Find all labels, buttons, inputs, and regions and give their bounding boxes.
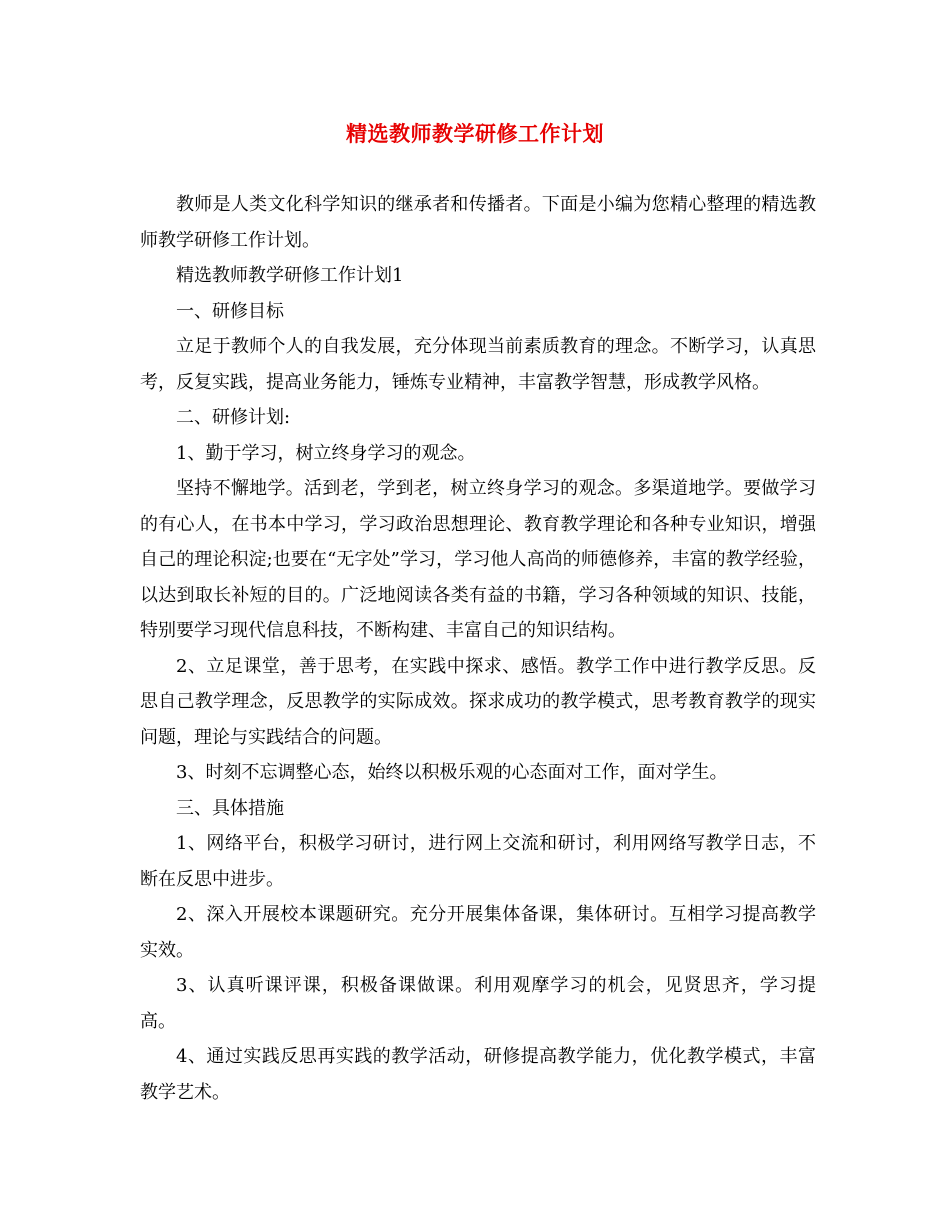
paragraph-plan-heading: 精选教师教学研修工作计划1 [176, 265, 404, 286]
paragraph-measure-4: 4、通过实践反思再实践的教学活动，研修提高教学能力，优化教学模式，丰富教学艺术。 [140, 1046, 816, 1103]
paragraph-measure-2: 2、深入开展校本课题研究。充分开展集体备课，集体研讨。互相学习提高教学实效。 [140, 904, 816, 961]
document-title: 精选教师教学研修工作计划 [346, 121, 604, 146]
paragraph-section-goals: 一、研修目标 [176, 300, 284, 322]
paragraph-plan-item-1-text: 坚持不懈地学。活到老，学到老，树立终身学习的观念。多渠道地学。要做学习的有心人，在书本中学习，学习政治思想理论、教育教学理论和各种专业知识，增强自己的理论积淀;也要在“无字处”学习，学习他人高尚的师德修养，丰富的教学经验，以达到取长补短的目的。广泛地阅读各类有益的书籍，学习各种领域的知识、技能，特别要学习现代信息科技，不断构建、丰富自己的知识结构。 [140, 478, 816, 641]
document-body [140, 187, 816, 1110]
paragraph-plan-item-1: 1、勤于学习，树立终身学习的观念。 [176, 442, 476, 464]
paragraph-plan-item-3: 3、时刻不忘调整心态，始终以积极乐观的心态面对工作，面对学生。 [176, 762, 728, 783]
paragraph-measure-1: 1、网络平台，积极学习研讨，进行网上交流和研讨，利用网络写教学日志，不断在反思中进步。 [140, 833, 816, 890]
paragraph-plan-item-2: 2、立足课堂，善于思考，在实践中探求、感悟。教学工作中进行教学反思。反思自己教学理念，反思教学的实际成效。探求成功的教学模式，思考教育教学的现实问题，理论与实践结合的问题。 [140, 655, 816, 748]
paragraph-section-measures: 三、具体措施 [176, 797, 284, 819]
paragraph-measure-3: 3、认真听课评课，积极备课做课。利用观摩学习的机会，见贤思齐，学习提高。 [140, 975, 816, 1032]
paragraph-section-plan: 二、研修计划: [176, 407, 291, 428]
paragraph-intro: 教师是人类文化科学知识的继承者和传播者。下面是小编为您精心整理的精选教师教学研修工作计划。 [140, 194, 816, 251]
paragraph-goals-text: 立足于教师个人的自我发展，充分体现当前素质教育的理念。不断学习，认真思考，反复实践，提高业务能力，锤炼专业精神，丰富教学智慧，形成教学风格。 [140, 336, 816, 393]
